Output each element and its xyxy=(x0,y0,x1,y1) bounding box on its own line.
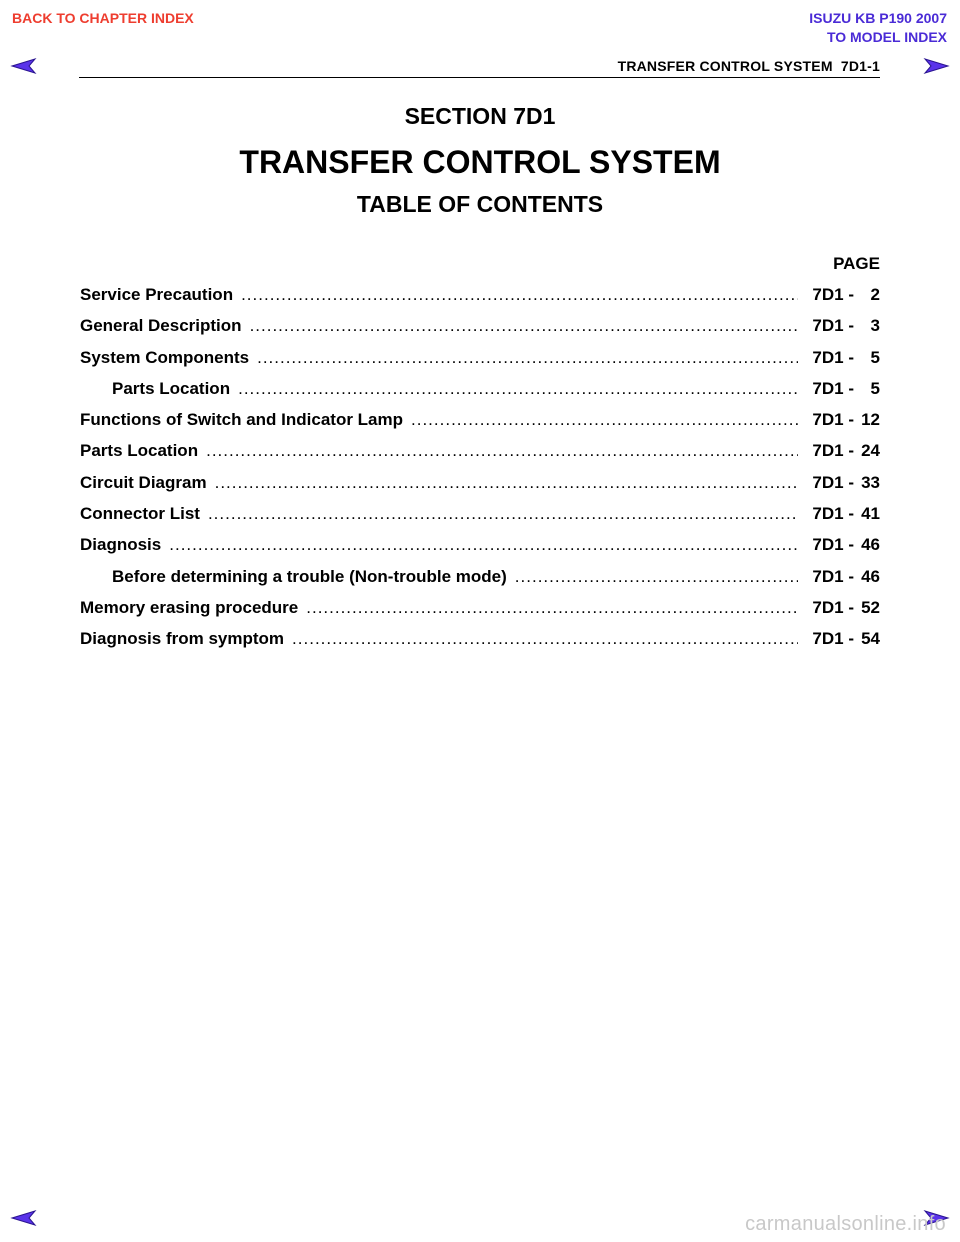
toc-entry-page: 3 xyxy=(870,316,880,336)
dot-leader xyxy=(206,440,798,462)
toc-entry-title: Memory erasing procedure xyxy=(80,597,299,617)
toc-entry-page: 46 xyxy=(861,535,880,555)
toc-entry-title: General Description xyxy=(80,316,242,336)
toc-entry-title: Functions of Switch and Indicator Lamp xyxy=(80,410,404,430)
dot-leader xyxy=(250,315,799,337)
running-header: TRANSFER CONTROL SYSTEM 7D1-1 xyxy=(617,58,880,74)
toc-entry-title: System Components xyxy=(80,347,250,367)
toc-entry-page: 5 xyxy=(870,378,880,398)
toc-entry-title: Circuit Diagram xyxy=(80,472,207,492)
toc-entry-page: 46 xyxy=(861,566,880,586)
back-to-chapter-index-link[interactable]: BACK TO CHAPTER INDEX xyxy=(12,10,194,26)
toc-entry-section: 7D1 - xyxy=(812,441,854,461)
next-page-arrow-icon[interactable] xyxy=(922,57,950,75)
toc-entry-diagnosis-from-symptom[interactable] xyxy=(80,628,880,659)
toc-entry-page: 52 xyxy=(861,597,880,617)
toc-entry-title: Diagnosis xyxy=(80,535,162,555)
toc-entry-title: Before determining a trouble (Non-trouble mode) xyxy=(112,566,507,586)
toc-entry-section: 7D1 - xyxy=(812,347,854,367)
dot-leader xyxy=(411,409,798,431)
toc-entry-service-precaution[interactable] xyxy=(80,284,880,315)
toc-subentry-parts-location[interactable] xyxy=(80,378,880,409)
toc-subentry-before-determining-a-trouble[interactable] xyxy=(80,566,880,597)
dot-leader xyxy=(241,284,798,306)
document-title: TRANSFER CONTROL SYSTEM xyxy=(239,144,721,180)
toc-entry-section: 7D1 - xyxy=(812,378,854,398)
toc-entry-circuit-diagram[interactable] xyxy=(80,472,880,503)
toc-entry-section: 7D1 - xyxy=(812,597,854,617)
table-of-contents xyxy=(80,284,880,660)
toc-entry-section: 7D1 - xyxy=(812,535,854,555)
model-index-title-link[interactable]: ISUZU KB P190 2007 xyxy=(809,10,947,26)
toc-entry-section: 7D1 - xyxy=(812,504,854,524)
toc-entry-page: 54 xyxy=(861,629,880,649)
previous-page-arrow-icon[interactable] xyxy=(10,57,38,75)
toc-entry-section: 7D1 - xyxy=(812,316,854,336)
toc-entry-connector-list[interactable] xyxy=(80,503,880,534)
dot-leader xyxy=(515,566,799,588)
toc-entry-page: 5 xyxy=(870,347,880,367)
previous-page-arrow-icon[interactable] xyxy=(10,1209,38,1227)
toc-entry-title: Connector List xyxy=(80,504,200,524)
toc-entry-system-components[interactable] xyxy=(80,347,880,378)
toc-entry-parts-location[interactable] xyxy=(80,440,880,471)
toc-entry-title: Service Precaution xyxy=(80,285,234,304)
toc-page-column-label: PAGE xyxy=(833,254,880,273)
dot-leader xyxy=(306,597,798,619)
toc-entry-memory-erasing-procedure[interactable] xyxy=(80,597,880,628)
toc-entry-page: 41 xyxy=(861,504,880,524)
toc-entry-section: 7D1 - xyxy=(812,285,854,304)
watermark-text: carmanualsonline.info xyxy=(745,1213,946,1235)
dot-leader xyxy=(215,472,799,494)
dot-leader xyxy=(292,628,798,650)
toc-entry-title: Parts Location xyxy=(112,378,231,398)
dot-leader xyxy=(257,347,798,369)
toc-entry-title: Diagnosis from symptom xyxy=(80,629,285,649)
toc-entry-section: 7D1 - xyxy=(812,410,854,430)
header-rule xyxy=(79,77,880,78)
toc-entry-page: 12 xyxy=(861,410,880,430)
toc-entry-section: 7D1 - xyxy=(812,629,854,649)
dot-leader xyxy=(169,534,798,556)
toc-entry-page: 2 xyxy=(870,285,880,304)
dot-leader xyxy=(208,503,798,525)
toc-entry-section: 7D1 - xyxy=(812,566,854,586)
toc-entry-page: 24 xyxy=(861,441,880,461)
toc-entry-general-description[interactable] xyxy=(80,315,880,346)
toc-entry-page: 33 xyxy=(861,472,880,492)
to-model-index-link[interactable]: TO MODEL INDEX xyxy=(826,29,947,45)
toc-entry-section: 7D1 - xyxy=(812,472,854,492)
section-title: SECTION 7D1 xyxy=(404,103,556,129)
toc-heading: TABLE OF CONTENTS xyxy=(356,191,604,217)
toc-entry-functions-of-switch-and-indicator-lamp[interactable] xyxy=(80,409,880,440)
toc-entry-diagnosis[interactable] xyxy=(80,534,880,565)
dot-leader xyxy=(238,378,798,400)
toc-entry-title: Parts Location xyxy=(80,441,199,461)
